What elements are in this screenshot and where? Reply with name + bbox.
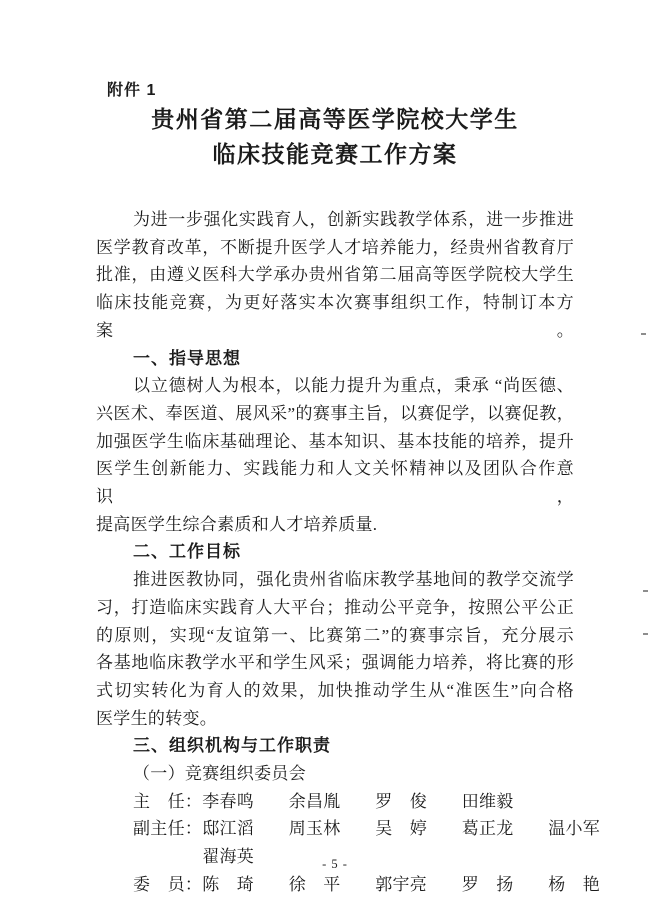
paragraph-2-line-1: 以立德树人为根本，以能力提升为重点，秉承 “尚医德、 — [133, 376, 574, 396]
paragraph-3-line-2: 习，打造临床实践育人大平台；推动公平竞争，按照公平公正 — [96, 597, 574, 617]
section-3-heading: 三、组织机构与工作职责 — [133, 736, 331, 756]
document-title — [96, 102, 574, 172]
paragraph-3-line-6: 医学生的转变。 — [96, 708, 218, 728]
paragraph-2-line-3: 加强医学生临床基础理论、基本知识、基本技能的培养，提升 — [96, 431, 574, 451]
paragraph-1-line-3: 批准，由遵义医科大学承办贵州省第二届高等医学院校大学生 — [96, 265, 574, 285]
paragraph-3-line-3: 的原则，实现“友谊第一、比赛第二”的赛事宗旨，充分展示 — [96, 625, 574, 645]
page-number: - 5 - — [322, 857, 348, 871]
paragraph-2-line-2: 兴医术、奉医道、展风采”的赛事主旨，以赛促学，以赛促教， — [96, 403, 574, 423]
roster-deputy-director-line: 副主任：邸江滔 周玉林 吴 婷 葛正龙 温小军 — [133, 819, 601, 839]
scan-artifact-tick — [643, 633, 648, 635]
document-title-line-2: 临床技能竞赛工作方案 — [212, 142, 458, 167]
paragraph-1-line-2: 医学教育改革，不断提升医学人才培养能力，经贵州省教育厅 — [96, 237, 574, 257]
paragraph-2-line-5: 提高医学生综合素质和人才培养质量. — [96, 514, 378, 534]
roster-director-line: 主 任：李春鸣 余昌胤 罗 俊 田维毅 — [133, 791, 514, 811]
scan-artifact-tick — [643, 590, 648, 592]
subsection-1-heading: （一）竞赛组织委员会 — [133, 764, 306, 784]
paragraph-3-line-5: 式切实转化为育人的效果，加快推动学生从“准医生”向合格 — [96, 680, 574, 700]
paragraph-2-line-4: 医学生创新能力、实践能力和人文关怀精神以及团队合作意识， — [96, 459, 574, 507]
roster-deputy-director-continuation-line: 翟海英 — [133, 847, 255, 867]
document-title-line-1: 贵州省第二届高等医学院校大学生 — [151, 107, 519, 132]
section-1-heading: 一、指导思想 — [133, 348, 241, 368]
paragraph-1-line-4: 临床技能竞赛，为更好落实本次赛事组织工作，特制订本方案。 — [96, 293, 574, 340]
attachment-label: 附件 1 — [107, 82, 157, 99]
document-body — [96, 206, 601, 899]
roster-members-line: 委 员：陈 琦 徐 平 郭宇亮 罗 扬 杨 艳 — [133, 874, 601, 894]
scan-artifact-tick — [641, 333, 646, 335]
paragraph-3-line-1: 推进医教协同，强化贵州省临床教学基地间的教学交流学 — [133, 570, 574, 590]
paragraph-1-line-1: 为进一步强化实践育人，创新实践教学体系，进一步推进 — [133, 210, 574, 229]
section-2-heading: 二、工作目标 — [133, 542, 241, 562]
paragraph-3-line-4: 各基地临床教学水平和学生风采；强调能力培养，将比赛的形 — [96, 653, 574, 673]
